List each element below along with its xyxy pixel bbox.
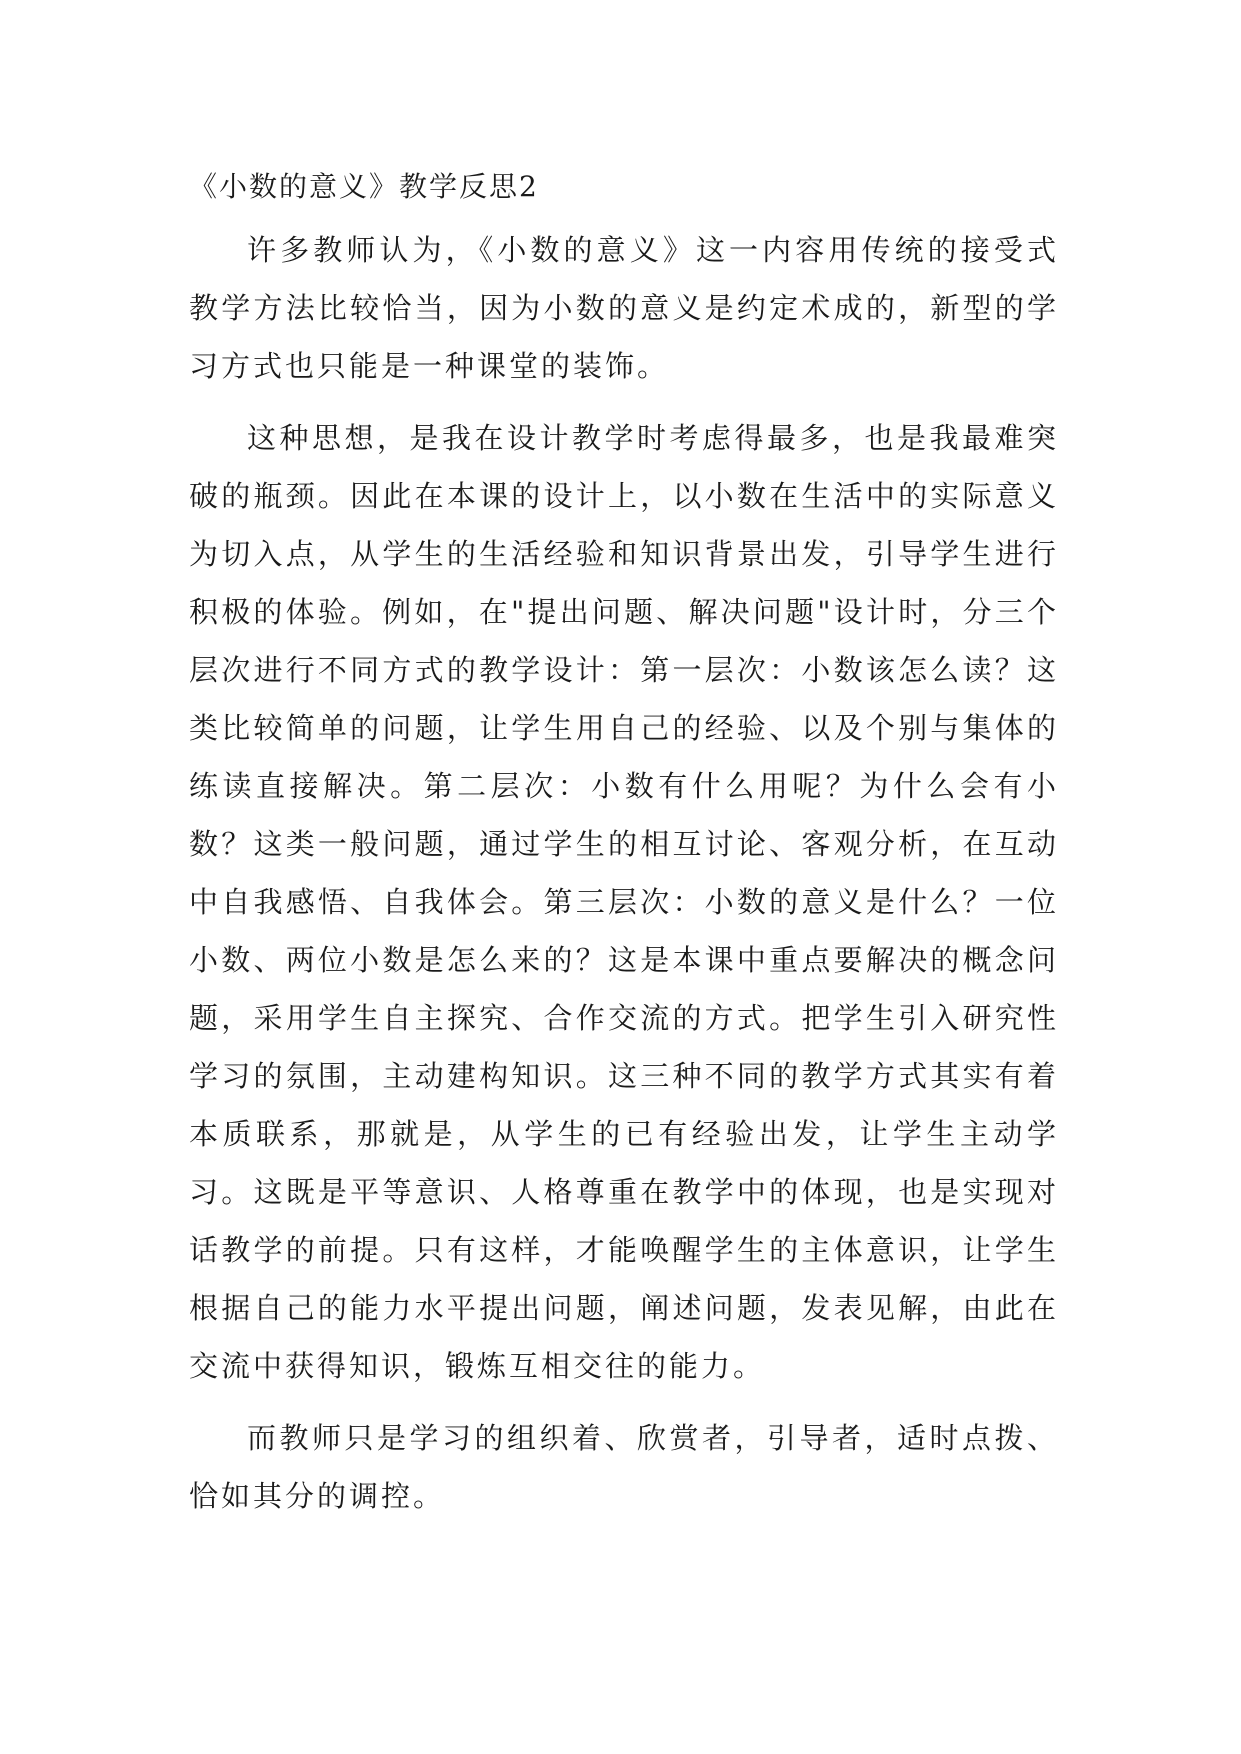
paragraph-1: 许多教师认为，《小数的意义》这一内容用传统的接受式教学方法比较恰当，因为小数的意义是约定术成的，新型的学习方式也只能是一种课堂的装饰。 xyxy=(189,233,1059,383)
document-title: 《小数的意义》教学反思2 xyxy=(189,170,539,203)
document-body xyxy=(189,159,1059,1525)
paragraph-3: 而教师只是学习的组织着、欣赏者，引导者，适时点拨、恰如其分的调控。 xyxy=(189,1421,1059,1513)
paragraph-2: 这种思想，是我在设计教学时考虑得最多，也是我最难突破的瓶颈。因此在本课的设计上，以小数在生活中的实际意义为切入点，从学生的生活经验和知识背景出发，引导学生进行积极的体验。例如，在"提出问题、解决问题"设计时，分三个层次进行不同方式的教学设计：第一层次：小数该怎么读？这类比较简单的问题，让学生用自己的经验、以及个别与集体的练读直接解决。第二层次：小数有什么用呢？为什么会有小数？这类一般问题，通过学生的相互讨论、客观分析，在互动中自我感悟、自我体会。第三层次：小数的意义是什么？一位小数、两位小数是怎么来的？这是本课中重点要解决的概念问题，采用学生自主探究、合作交流的方式。把学生引入研究性学习的氛围，主动建构知识。这三种不同的教学方式其实有着本质联系，那就是，从学生的已有经验出发，让学生主动学习。这既是平等意识、人格尊重在教学中的体现，也是实现对话教学的前提。只有这样，才能唤醒学生的主体意识，让学生根据自己的能力水平提出问题，阐述问题，发表见解，由此在交流中获得知识，锻炼互相交往的能力。 xyxy=(189,421,1059,1383)
